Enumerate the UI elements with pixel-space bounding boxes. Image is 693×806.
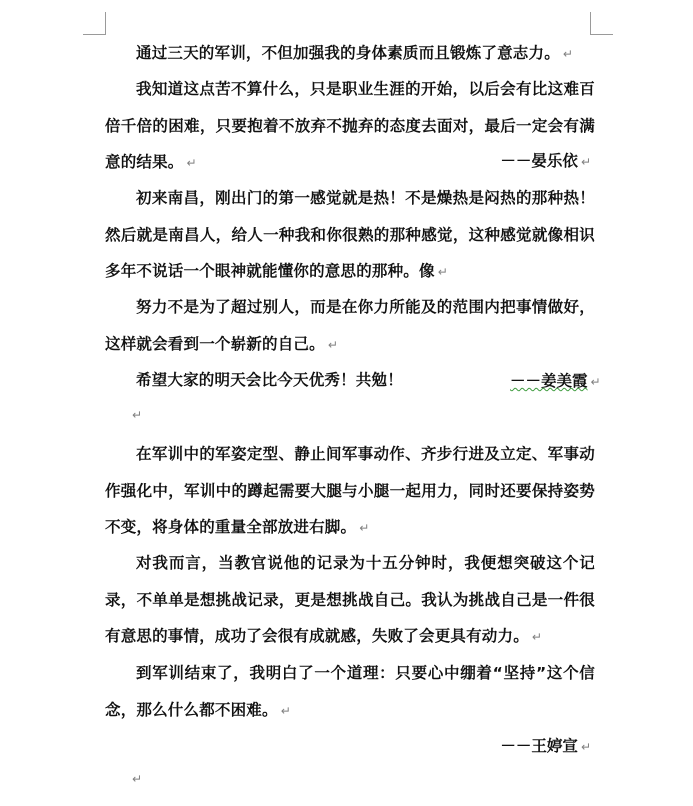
paragraph-mark-icon: ↵ <box>359 521 370 535</box>
paragraph-7[interactable] <box>105 545 595 656</box>
empty-paragraph-mark[interactable] <box>132 408 142 422</box>
paragraph-mark-icon: ↵ <box>437 265 448 279</box>
signature-1-text: －－晏乐依 <box>500 152 578 170</box>
paragraph-mark-icon: ↵ <box>132 772 143 786</box>
top-left-margin-corner <box>83 12 106 35</box>
paragraph-4-text: 努力不是为了超过别人，而是在你力所能及的范围内把事情做好，这样就会看到一个崭新的自己。 <box>105 298 595 353</box>
paragraph-3-text: 初来南昌，刚出门的第一感觉就是热！不是燥热是闷热的那种热！然后就是南昌人，给人一种我和你很熟的那种感觉，这种感觉就像相识多年不说话一个眼神就能懂你的意思的那种。像 <box>105 189 595 280</box>
paragraph-mark-icon: ↵ <box>327 337 339 352</box>
paragraph-mark-icon: ↵ <box>580 740 591 754</box>
paragraph-2-text: 我知道这点苦不算什么，只是职业生涯的开始，以后会有比这难百倍千倍的困难，只要抱着不放弃不抛弃的态度去面对，最后一定会有满意的结果。 <box>105 80 595 171</box>
paragraph-6[interactable] <box>105 436 595 547</box>
paragraph-8[interactable] <box>105 655 595 729</box>
paragraph-mark-icon: ↵ <box>562 47 574 61</box>
top-right-margin-corner <box>590 12 613 35</box>
signature-2[interactable] <box>510 371 601 392</box>
paragraph-8-text: 到军训结束了，我明白了一个道理：只要心中绷着“坚持”这个信念，那么什么都不困难。 <box>105 664 595 719</box>
paragraph-4[interactable] <box>105 289 595 363</box>
signature-1[interactable] <box>500 151 591 172</box>
paragraph-5-text: 希望大家的明天会比今天优秀！共勉！ <box>136 371 403 389</box>
signature-2-text: －－姜美霞 <box>510 372 588 390</box>
paragraph-5[interactable] <box>105 362 485 399</box>
paragraph-mark-icon: ↵ <box>580 155 591 169</box>
paragraph-7-text: 对我而言，当教官说他的记录为十五分钟时，我便想突破这个记录，不单单是想挑战记录，更是想挑战自己。我认为挑战自己是一件很有意思的事情，成功了会很有成就感，失败了会更具有动力。 <box>105 554 595 645</box>
empty-paragraph-mark[interactable] <box>132 772 142 786</box>
paragraph-1[interactable] <box>105 35 595 73</box>
paragraph-mark-icon: ↵ <box>186 156 197 170</box>
paragraph-6-text: 在军训中的军姿定型、静止间军事动作、齐步行进及立定、军事动作强化中，军训中的蹲起需要大腿与小腿一起用力，同时还要保持姿势不变，将身体的重量全部放进右脚。 <box>105 445 595 536</box>
signature-3[interactable] <box>500 736 591 757</box>
paragraph-mark-icon: ↵ <box>132 408 143 422</box>
paragraph-3[interactable] <box>105 180 595 291</box>
paragraph-mark-icon: ↵ <box>280 703 291 718</box>
paragraph-1-text: 通过三天的军训，不但加强我的身体素质而且锻炼了意志力。 <box>136 44 560 62</box>
paragraph-mark-icon: ↵ <box>531 630 543 644</box>
signature-3-text: －－王婷宣 <box>500 737 578 755</box>
paragraph-mark-icon: ↵ <box>590 375 601 389</box>
